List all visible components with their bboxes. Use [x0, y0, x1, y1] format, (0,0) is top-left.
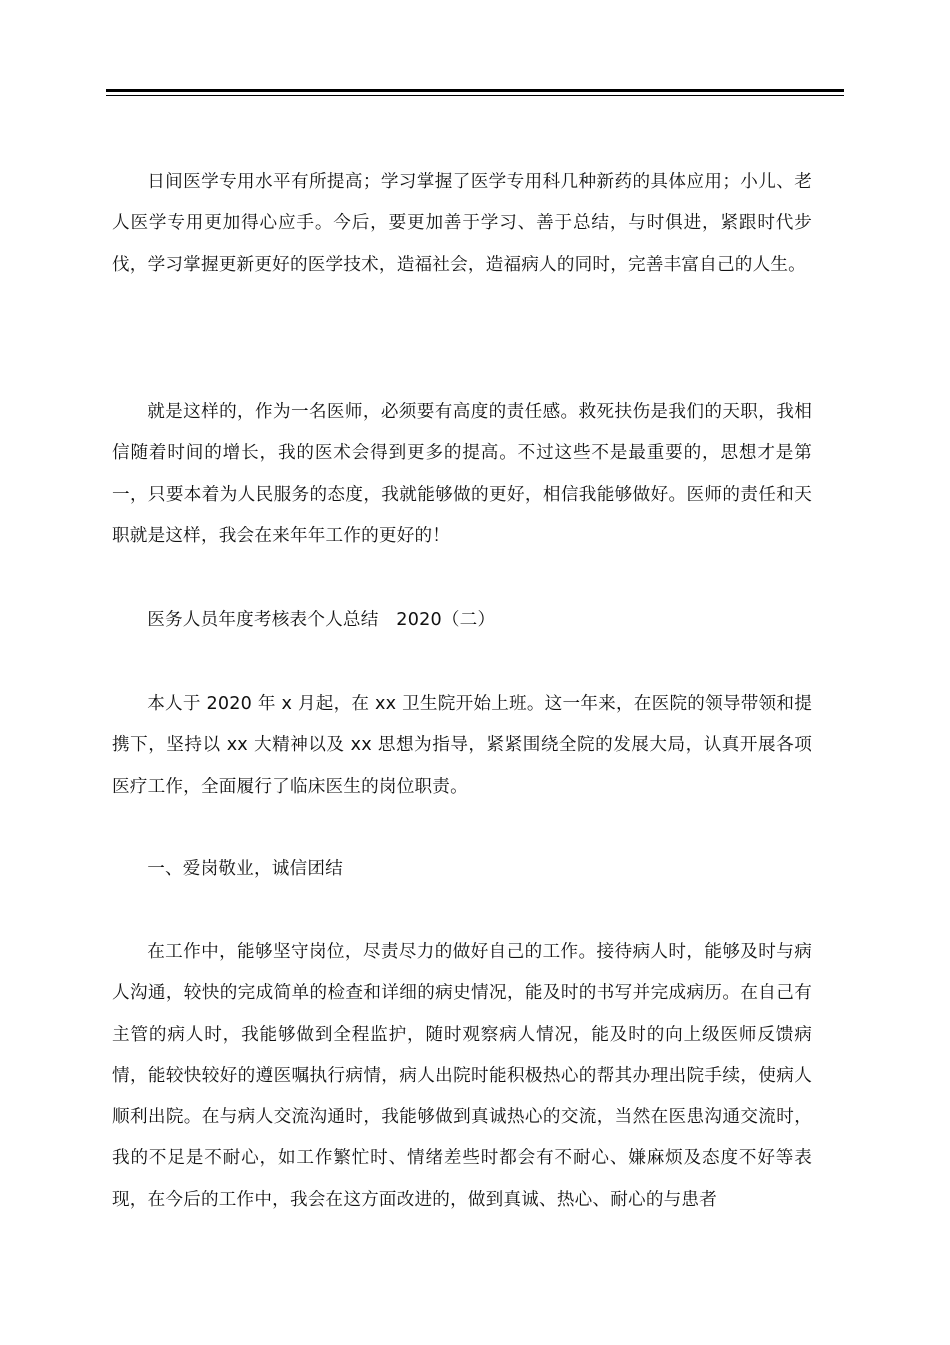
- paragraph-4: 在工作中，能够坚守岗位，尽责尽力的做好自己的工作。接待病人时，能够及时与病人沟通，较快的完成简单的检查和详细的病史情况，能及时的书写并完成病历。在自己有主管的病人时，我能够做到全程监护，随时观察病人情况，能及时的向上级医师反馈病情，能较快较好的遵医嘱执行病情，病人出院时能积极热心的帮其办理出院手续，使病人顺利出院。在与病人交流沟通时，我能够做到真诚热心的交流，当然在医患沟通交流时，我的不足是不耐心，如工作繁忙时、情绪差些时都会有不耐心、嫌麻烦及态度不好等表现，在今后的工作中，我会在这方面改进的，做到真诚、热心、耐心的与患者: [112, 942, 812, 1210]
- section-title: 医务人员年度考核表个人总结 2020（二）: [147, 610, 496, 630]
- section-heading-1: 一、爱岗敬业，诚信团结: [147, 859, 343, 879]
- header-double-rule: [106, 89, 844, 96]
- paragraph-1: 日间医学专用水平有所提高；学习掌握了医学专用科几种新药的具体应用；小儿、老人医学专用更加得心应手。今后，要更加善于学习、善于总结，与时俱进，紧跟时代步伐，学习掌握更新更好的医学技术，造福社会，造福病人的同时，完善丰富自己的人生。: [112, 172, 812, 275]
- paragraph-2: 就是这样的，作为一名医师，必须要有高度的责任感。救死扶伤是我们的天职，我相信随着时间的增长，我的医术会得到更多的提高。不过这些不是最重要的，思想才是第一，只要本着为人民服务的态度，我就能够做的更好，相信我能够做好。医师的责任和天职就是这样，我会在来年年工作的更好的！: [112, 402, 812, 546]
- paragraph-3: 本人于 2020 年 x 月起，在 xx 卫生院开始上班。这一年来，在医院的领导带领和提携下，坚持以 xx 大精神以及 xx 思想为指导，紧紧围绕全院的发展大局，认真开展各项医疗工作，全面履行了临床医生的岗位职责。: [112, 694, 812, 797]
